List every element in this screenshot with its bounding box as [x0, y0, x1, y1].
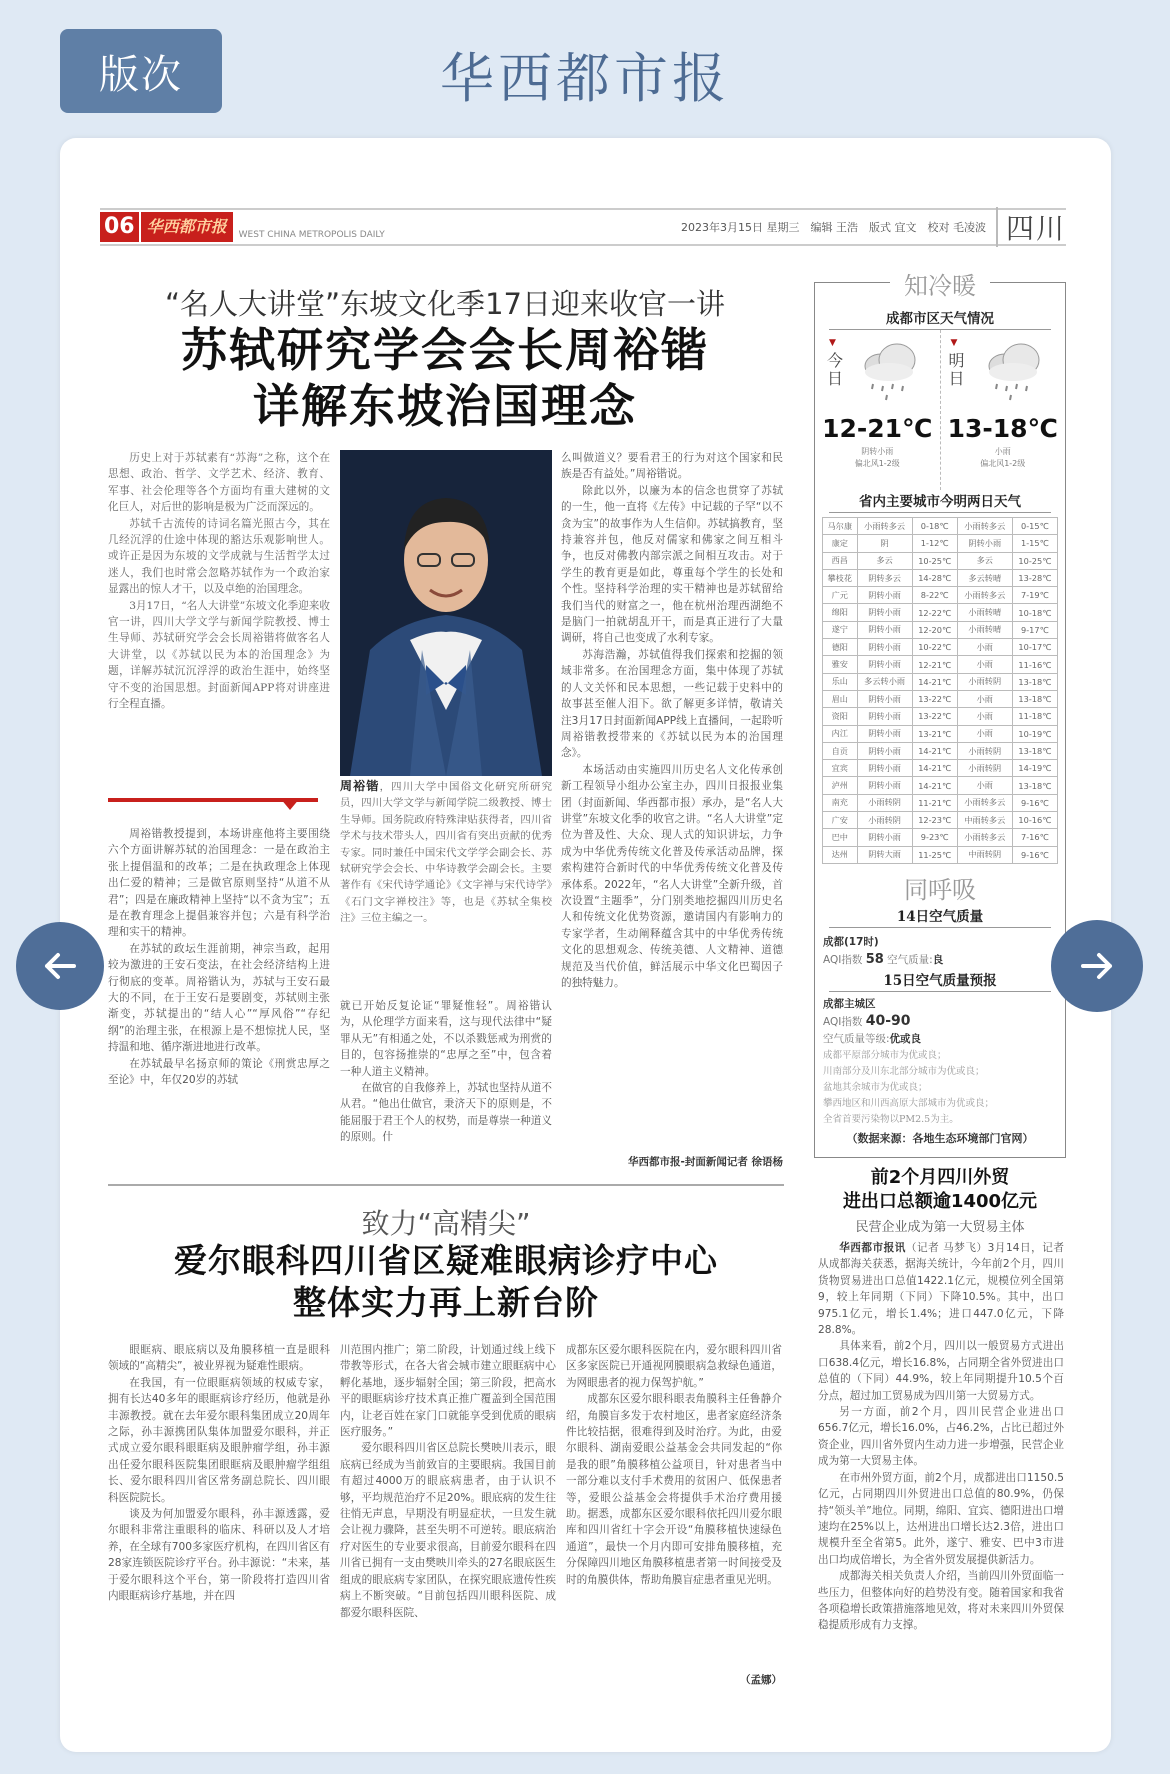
- tomorrow-desc: 小雨: [994, 447, 1011, 456]
- city-weather-cell: 9-16℃: [1012, 794, 1057, 811]
- city-weather-cell: 泸州: [823, 777, 858, 794]
- paragraph: 历史上对于苏轼素有“苏海”之称，这个在思想、政治、哲学、文学艺术、经济、教育、军事、社会伦理等各个方面均有重大建树的文化巨人，对后世的影响是极为广泛而深远的。: [108, 452, 330, 514]
- city-weather-cell: 11-21℃: [912, 794, 957, 811]
- photo-caption: [340, 778, 552, 988]
- city-weather-row: [823, 604, 1058, 621]
- city-weather-cell: 小雨: [957, 656, 1012, 673]
- city-weather-cell: 马尔康: [823, 518, 858, 535]
- quality-value: 良: [932, 953, 944, 966]
- paragraph: 在市州外贸方面，前2个月，成都进出口1150.5亿元，占同期四川外贸进出口总值的80.9%，仍保持“领头羊”地位。同期，绵阳、宜宾、德阳进出口增速均在25%以上，达州进出口增长达2.3倍，进出口规模升至全省第5。此外，遂宁、雅安、巴中3市进出口均成倍增长，为全省外贸发展提供新活力。: [818, 1471, 1064, 1566]
- article-kicker: “名人大讲堂”东坡文化季17日迎来收官一讲: [165, 287, 725, 321]
- city-weather-row: [823, 656, 1058, 673]
- paragraph: 另一方面，前2个月，四川民营企业进出口656.7亿元，增长16.0%，占46.2%，占比已超过外资企业，四川省外贸内生动力进一步增强，民营企业成为第一大贸易主体。: [818, 1406, 1064, 1468]
- city-weather-row: [823, 829, 1058, 846]
- city-weather-cell: 9-23℃: [912, 829, 957, 846]
- city-weather-cell: 小雨转阴: [857, 794, 912, 811]
- paragraph: 爱尔眼科四川省区总院长樊映川表示，眼底病已经成为当前致盲的主要眼病。我国目前有超过4000万的眼底病患者，由于认识不够，平均规范治疗不足20%。眼底病的发生往往悄无声息，早期没有明显症状，一旦发生就会让视力骤降，甚至失明不可逆转。眼底病治疗对医生的专业要求很高，目前爱尔眼科在四川省已拥有一支由樊映川牵头的27名眼底医生组成的眼底病专家团队，在探究眼底遗传性疾病上不断突破。“目前包括四川眼科医院、成都爱尔眼科医院、: [340, 1442, 556, 1619]
- city-weather-title: 成都市区天气情况: [829, 307, 1051, 330]
- city-weather-cell: 西昌: [823, 552, 858, 569]
- air-today-title: 14日空气质量: [829, 905, 1051, 928]
- city-weather-cell: 中雨转多云: [957, 812, 1012, 829]
- city-weather-cell: 雅安: [823, 656, 858, 673]
- weather-air-sidebar: [814, 272, 1066, 1158]
- page-title: 华西都市报: [440, 47, 730, 110]
- city-weather-cell: 中雨转阴: [957, 846, 1012, 863]
- today-desc: 阴转小雨: [861, 447, 894, 456]
- city-weather-cell: 1-12℃: [912, 535, 957, 552]
- city-weather-cell: 阴转小雨: [857, 708, 912, 725]
- city-weather-cell: 13-18℃: [1012, 690, 1057, 707]
- city-weather-cell: 13-28℃: [1012, 569, 1057, 586]
- city-weather-row: [823, 673, 1058, 690]
- city-weather-cell: 10-16℃: [1012, 812, 1057, 829]
- city-weather-cell: 小雨转阴: [857, 812, 912, 829]
- city-weather-cell: 阴转小雨: [857, 829, 912, 846]
- city-weather-cell: 阴转小雨: [957, 535, 1012, 552]
- city-weather-cell: 绵阳: [823, 604, 858, 621]
- air-city: 成都(17时): [823, 935, 879, 948]
- paragraph: 川范围内推广；第二阶段，计划通过线上线下带教等形式，在各大省会城市建立眼眶病中心孵化基地，逐步辐射全国；第三阶段，把高水平的眼眶病诊疗技术真正推广覆盖到全国范围内，让老百姓在家门口就能享受到优质的眼病医疗服务。”: [340, 1344, 556, 1439]
- city-weather-cell: 广安: [823, 812, 858, 829]
- city-weather-cell: 多云: [857, 552, 912, 569]
- article-column-3: [561, 450, 783, 1140]
- paragraph: 就已开始反复论证“罪疑惟轻”。周裕锴认为，从伦理学方面来看，这与现代法律中“疑罪从无”有相通之处，不以杀戮惩戒为刑赏的目的，包容扬推崇的“忠厚之至”中，包含着一种人道主义精神。: [340, 1000, 552, 1078]
- city-weather-row: [823, 725, 1058, 742]
- paragraph: 眼眶病、眼底病以及角膜移植一直是眼科领域的“高精尖”，被业界视为疑难性眼病。: [108, 1344, 330, 1373]
- air-data-source: （数据来源：各地生态环境部门官网）: [846, 1131, 1034, 1145]
- city-weather-cell: 广元: [823, 587, 858, 604]
- city-weather-cell: 13-18℃: [1012, 673, 1057, 690]
- trade-subhead: 民营企业成为第一大贸易主体: [855, 1220, 1025, 1235]
- city-weather-cell: 资阳: [823, 708, 858, 725]
- city-weather-cell: 小雨转阴: [957, 760, 1012, 777]
- city-weather-cell: 10-19℃: [1012, 725, 1057, 742]
- aqi-label: AQI指数: [823, 953, 863, 966]
- city-weather-cell: 小雨: [957, 690, 1012, 707]
- weather-section-title: 知冷暖: [890, 266, 990, 301]
- forecast-city: 成都主城区: [823, 997, 876, 1010]
- city-weather-cell: 14-21℃: [912, 760, 957, 777]
- city-weather-cell: 多云转晴: [957, 569, 1012, 586]
- next-page-button[interactable]: [1051, 920, 1143, 1012]
- edition-button[interactable]: 版次: [60, 29, 222, 113]
- headline-line-2: 详解东坡治国理念: [253, 379, 637, 433]
- page-number: 06: [100, 212, 139, 242]
- city-weather-cell: 0-15℃: [1012, 518, 1057, 535]
- eye-article-kicker: 致力“高精尖”: [361, 1207, 531, 1240]
- city-weather-row: [823, 690, 1058, 707]
- city-weather-cell: 7-19℃: [1012, 587, 1057, 604]
- city-weather-cell: 眉山: [823, 690, 858, 707]
- forecast-panels: [815, 330, 1065, 490]
- city-weather-cell: 小雨转晴: [957, 604, 1012, 621]
- note: 全省首要污染物以PM2.5为主。: [823, 1113, 959, 1125]
- city-weather-cell: 阴转小雨: [857, 639, 912, 656]
- note: 盆地其余城市为优或良；: [823, 1081, 928, 1093]
- eye-byline: （孟娜）: [740, 1674, 782, 1686]
- city-weather-cell: 9-17℃: [1012, 621, 1057, 638]
- city-weather-cell: 乐山: [823, 673, 858, 690]
- city-weather-row: [823, 794, 1058, 811]
- newspaper-header: [100, 208, 1066, 246]
- arrow-left-icon: [40, 946, 80, 986]
- city-weather-cell: 巴中: [823, 829, 858, 846]
- paragraph: 成都海关相关负责人介绍，当前四川外贸面临一些压力，但整体向好的趋势没有变。随着国家和我省各项稳增长政策措施落地见效，将对未来四川外贸保稳提质形成有力支撑。: [818, 1570, 1064, 1632]
- city-weather-cell: 康定: [823, 535, 858, 552]
- city-weather-cell: 阴转小雨: [857, 690, 912, 707]
- city-weather-row: [823, 742, 1058, 759]
- city-weather-cell: 1-15℃: [1012, 535, 1057, 552]
- paragraph: 苏轼千古流传的诗词名篇光照古今，其在几经沉浮的仕途中体现的豁达乐观影响世人。或许正是因为东坡的文学成就与生活哲学太过迷人，我们也时常会忽略苏轼作为一个政治家显露出的惊人才干，以及卓绝的治国理念。: [108, 517, 330, 596]
- city-weather-cell: 11-25℃: [912, 846, 957, 863]
- city-weather-cell: 13-18℃: [1012, 777, 1057, 794]
- city-weather-cell: 小雨转多云: [857, 518, 912, 535]
- city-weather-cell: 13-18℃: [1012, 742, 1057, 759]
- city-weather-cell: 小雨转多云: [957, 829, 1012, 846]
- city-weather-cell: 8-22℃: [912, 587, 957, 604]
- portrait-illustration: [340, 450, 552, 776]
- city-weather-cell: 小雨转阴: [957, 673, 1012, 690]
- paragraph: 除此以外，以廉为本的信念也贯穿了苏轼的一生，他一直将《左传》中记载的子罕“以不贪为宝”的故事作为人生信仰。苏轼搞教育，坚持兼容并包，他反对儒家和佛家之间互相斗争，也反对佛教内部宗派之间相互攻击。对于学生的教育更是如此，尊重每个学生的长处和个性。坚持科学治理的实干精神也是苏轼留给我们当代的财富之一，他在杭州治理西湖绝不是脑门一拍就胡乱开干，而是真正进行了大量调研，将自己也变成了水利专家。: [561, 484, 783, 645]
- arrow-right-icon: [1077, 946, 1117, 986]
- paragraph: 具体来看，前2个月，四川以一般贸易方式进出口638.4亿元，增长16.8%，占同期全省外贸进出口总值的（下同）44.9%，较上年同期提升10.5个百分点，超过加工贸易成为四川第一大贸易方式。: [818, 1340, 1064, 1402]
- city-weather-cell: 自贡: [823, 742, 858, 759]
- city-weather-cell: 12-22℃: [912, 604, 957, 621]
- city-weather-row: [823, 587, 1058, 604]
- city-weather-cell: 阴: [857, 535, 912, 552]
- divider-notch: [280, 798, 300, 810]
- paragraph: 成都东区爱尔眼科医院在内，爱尔眼科四川省区多家医院已开通视网膜眼病急救绿色通道，为网眼患者的视力保驾护航。”: [566, 1344, 782, 1389]
- eye-column-3: [566, 1342, 782, 1672]
- city-weather-cell: 小雨: [957, 725, 1012, 742]
- forecast-level-value: 优或良: [889, 1032, 922, 1045]
- city-weather-cell: 阴转小雨: [857, 777, 912, 794]
- city-weather-cell: 10-25℃: [912, 552, 957, 569]
- city-weather-cell: 10-22℃: [912, 639, 957, 656]
- city-weather-cell: 12-23℃: [912, 812, 957, 829]
- section-name: 四川: [996, 207, 1066, 247]
- article-byline: 华西都市报-封面新闻记者 徐语杨: [627, 1156, 783, 1168]
- masthead-logo: 华西都市报: [141, 212, 233, 242]
- paragraph: 在我国，有一位眼眶病领域的权威专家，拥有长达40多年的眼眶病诊疗经历，他就是孙丰源教授。就在去年爱尔眼科集团成立20周年之际，孙丰源携团队集体加盟爱尔眼科，并正式成立爱尔眼科眼眶病及眼肿瘤学组，孙丰源出任爱尔眼科医院集团眼眶病及眼肿瘤学组组长、爱尔眼科四川省区常务副总院长、四川眼科医院院长。: [108, 1376, 330, 1504]
- city-weather-row: [823, 621, 1058, 638]
- city-weather-cell: 阴转大雨: [857, 846, 912, 863]
- city-weather-cell: 10-25℃: [1012, 552, 1057, 569]
- city-weather-cell: 小雨转多云: [957, 518, 1012, 535]
- article-intro: [108, 450, 330, 790]
- city-weather-cell: 小雨: [957, 708, 1012, 725]
- note: 攀西地区和川西高原大部城市为优或良；: [823, 1097, 995, 1109]
- city-weather-row: [823, 708, 1058, 725]
- city-weather-cell: 遂宁: [823, 621, 858, 638]
- city-weather-cell: 10-17℃: [1012, 639, 1057, 656]
- city-weather-row: [823, 569, 1058, 586]
- forecast-aqi-label: AQI指数: [823, 1015, 863, 1028]
- city-weather-cell: 南充: [823, 794, 858, 811]
- city-weather-cell: 14-19℃: [1012, 760, 1057, 777]
- caption-text: ，四川大学中国俗文化研究所研究员，四川大学文学与新闻学院二级教授、博士生导师。国务院政府特殊津贴获得者，四川省学术与技术带头人，四川省有突出贡献的优秀专家。同时兼任中国宋代文学学会副会长、苏轼研究学会会长、中华诗教学会副会长。主要著作有《宋代诗学通论》《文字禅与宋代诗学》《石门文字禅校注》等，也是《苏轼全集校注》三位主编之一。: [340, 781, 552, 925]
- prev-page-button[interactable]: [16, 922, 104, 1010]
- headline-line-1: 苏轼研究学会会长周裕锴: [181, 323, 709, 377]
- city-weather-cell: 宜宾: [823, 760, 858, 777]
- eye-column-2: [340, 1342, 556, 1692]
- trade-body: [818, 1240, 1064, 1690]
- paragraph: 在苏轼最早名扬京师的策论《刑赏忠厚之至论》中，年仅20岁的苏轼: [108, 1057, 330, 1087]
- tomorrow-temp: 13-18℃: [947, 414, 1058, 443]
- caption-name: 周裕锴: [340, 779, 380, 793]
- city-weather-cell: 小雨转阴: [957, 742, 1012, 759]
- tomorrow-panel: [941, 330, 1066, 490]
- note: 川南部分及川东北部分城市为优或良；: [823, 1065, 985, 1077]
- city-weather-cell: 多云: [957, 552, 1012, 569]
- city-table-title: 省内主要城市今明两日天气: [829, 490, 1051, 513]
- paragraph: 在做官的自我修养上，苏轼也坚持从道不从君。“他出仕做官，秉济天下的原则是，不能屈服于君王个人的权势，而是尊崇一种道义的原则。什: [340, 1082, 552, 1144]
- city-weather-row: [823, 535, 1058, 552]
- article-headline: [108, 322, 782, 434]
- city-weather-cell: 0-18℃: [912, 518, 957, 535]
- forecast-level-label: 空气质量等级:: [823, 1032, 890, 1045]
- masthead-english: WEST CHINA METROPOLIS DAILY: [238, 230, 385, 240]
- city-weather-cell: 13-21℃: [912, 725, 957, 742]
- city-weather-cell: 14-21℃: [912, 777, 957, 794]
- air-section-title: 同呼吸: [904, 875, 976, 904]
- portrait-photo: [340, 450, 552, 776]
- city-weather-cell: 12-21℃: [912, 656, 957, 673]
- city-weather-cell: 阴转小雨: [857, 725, 912, 742]
- city-weather-cell: 阴转小雨: [857, 742, 912, 759]
- city-weather-cell: 小雨转晴: [957, 621, 1012, 638]
- headline-line-2: 进出口总额逾1400亿元: [842, 1191, 1038, 1212]
- headline-line-2: 整体实力再上新台阶: [293, 1283, 599, 1322]
- city-weather-cell: 7-16℃: [1012, 829, 1057, 846]
- paragraph: 在苏轼的政坛生涯前期，神宗当政，起用较为激进的王安石变法，在社会经济结构上进行彻底的变革。周裕锴认为，苏轼与王安石最大的不同，在于王安石是要剧变，苏轼则主张渐变，苏轼提出的“结人心”“厚风俗”“存纪纲”的治理主张，在根源上是不想惊扰人民，坚持温和地、循序渐进地进行改革。: [108, 942, 330, 1054]
- city-weather-cell: 9-16℃: [1012, 846, 1057, 863]
- forecast-aqi-value: 40-90: [865, 1012, 911, 1029]
- dateline: 华西都市报讯: [839, 1242, 906, 1254]
- city-weather-row: [823, 846, 1058, 863]
- today-temp: 12-21℃: [822, 414, 933, 443]
- tomorrow-wind: 偏北风1-2级: [980, 459, 1026, 468]
- rain-cloud-icon: [859, 338, 923, 404]
- paragraph: 么叫做道义？要看君王的行为对这个国家和民族是否有益处。”周裕锴说。: [561, 452, 783, 481]
- city-weather-row: [823, 812, 1058, 829]
- today-panel: [815, 330, 941, 490]
- city-weather-cell: 12-20℃: [912, 621, 957, 638]
- city-weather-table: [822, 517, 1058, 864]
- issue-meta: 2023年3月15日 星期三 编辑 王浩 版式 宜文 校对 毛凌波: [681, 221, 986, 234]
- paragraph: 本场活动由实施四川历史名人文化传承创新工程领导小组办公室主办，四川日报报业集团（封面新闻、华西都市报）承办，是“名人大讲堂”东坡文化季的收官之讲。“名人大讲堂”定位为普及性、大众、现人式的知识讲坛，力争成为中华优秀传统文化普及传承活动品牌，探索构建符合新时代的中华优秀传统文化普及传承体系。2022年，“名人大讲堂”全新升级，首次设置“主题季”，分门别类地挖掘四川历史名人和传统文化优势资源，邀请国内有影响力的专家学者，生动阐释蕴含其中的中华优秀传统文化的思想观念、传统美德、人文精神、道德规范及当代价值，鲜活展示中华文化巴蜀因子的独特魅力。: [561, 763, 783, 989]
- city-weather-row: [823, 639, 1058, 656]
- city-weather-cell: 小雨转多云: [957, 587, 1012, 604]
- city-weather-cell: 达州: [823, 846, 858, 863]
- eye-article-headline: [108, 1240, 784, 1324]
- city-weather-cell: 德阳: [823, 639, 858, 656]
- headline-line-1: 前2个月四川外贸: [870, 1167, 1010, 1188]
- city-weather-cell: 13-22℃: [912, 708, 957, 725]
- city-weather-row: [823, 518, 1058, 535]
- headline-line-1: 爱尔眼科四川省区疑难眼病诊疗中心: [174, 1241, 718, 1280]
- city-weather-cell: 14-28℃: [912, 569, 957, 586]
- marker-icon: ▼: [829, 338, 836, 348]
- note: 成都平原部分城市为优或良；: [823, 1049, 947, 1061]
- city-weather-cell: 14-21℃: [912, 673, 957, 690]
- marker-icon: ▼: [950, 338, 958, 348]
- rain-cloud-icon: [983, 338, 1047, 404]
- air-forecast-title: 15日空气质量预报: [829, 969, 1051, 992]
- tomorrow-label: 明日: [948, 351, 965, 388]
- aqi-value: 58: [865, 951, 884, 967]
- quality-label: 空气质量:: [887, 953, 933, 966]
- trade-headline: [814, 1166, 1066, 1214]
- city-weather-cell: 13-22℃: [912, 690, 957, 707]
- paragraph: 苏海浩瀚，苏轼值得我们探索和挖掘的领域非常多。在治国理念方面，集中体现了苏轼的人文关怀和民本思想，一些记载于史料中的故事甚至催人泪下。欲了解更多详情，敬请关注3月17日封面新闻APP线上直播间，一起聆听周裕锴教授带来的《苏轼以民为本的治国理念》。: [561, 648, 783, 760]
- today-wind: 偏北风1-2级: [854, 459, 900, 468]
- paragraph: 3月17日，“名人大讲堂”东坡文化季迎来收官一讲，四川大学文学与新闻学院教授、博士生导师、苏轼研究学会会长周裕锴将做客名人大讲堂，以《苏轼以民为本的治国理念》为题，详解苏轼沉沉浮浮的政治生涯中，始终坚守不变的治国思想。封面新闻APP将对讲座进行全程直播。: [108, 599, 330, 711]
- city-weather-row: [823, 552, 1058, 569]
- city-weather-cell: 小雨: [957, 639, 1012, 656]
- city-weather-cell: 阴转小雨: [857, 656, 912, 673]
- city-weather-cell: 阴转小雨: [857, 760, 912, 777]
- city-weather-row: [823, 777, 1058, 794]
- air-notes: [815, 1048, 1065, 1128]
- today-label: 今日: [827, 351, 844, 388]
- eye-column-1: [108, 1342, 330, 1692]
- city-weather-cell: 小雨转多云: [957, 794, 1012, 811]
- city-weather-cell: 内江: [823, 725, 858, 742]
- city-weather-cell: 阴转小雨: [857, 621, 912, 638]
- city-weather-cell: 14-21℃: [912, 742, 957, 759]
- city-weather-row: [823, 760, 1058, 777]
- section-divider: [108, 1184, 784, 1186]
- city-weather-cell: 攀枝花: [823, 569, 858, 586]
- city-weather-cell: 小雨: [957, 777, 1012, 794]
- paragraph: 周裕锴教授提到，本场讲座他将主要围绕六个方面讲解苏轼的治国理念：一是在政治主张上提倡温和的改革；二是在执政理念上体现出仁爱的精神；三是做官原则坚持“从道不从君”；四是在廉政精神上坚持“以不贪为宝”；五是在教育理念上提倡兼容并包；六是有科学治理和实干的精神。: [108, 828, 330, 939]
- paragraph: 谈及为何加盟爱尔眼科，孙丰源透露，爱尔眼科非常注重眼科的临床、科研以及人才培养，在全球有700多家医疗机构，在四川省区有28家连锁医院诊疗平台。孙丰源说：“未来，基于爱尔眼科这个平台，第一阶段将打造四川省内眼眶病诊疗基地，并在四: [108, 1508, 330, 1603]
- city-weather-cell: 10-18℃: [1012, 604, 1057, 621]
- city-weather-cell: 阴转小雨: [857, 587, 912, 604]
- city-weather-cell: 阴转小雨: [857, 604, 912, 621]
- article-column-1: [108, 826, 330, 1176]
- paragraph: 成都东区爱尔眼科眼表角膜科主任鲁静介绍，角膜盲多发于农村地区，患者家庭经济条件比较拮据，很难得到及时治疗。为此，由爱尔眼科、湖南爱眼公益基金会共同发起的“你是我的眼”角膜移植公益项目，针对患者当中一部分难以支付手术费用的贫困户、低保患者等，爱眼公益基金会将提供手术治疗费用援助。据悉，成都东区爱尔眼科依托四川爱尔眼库和四川省红十字会开设“角膜移植快速绿色通道”，最快一个月内即可安排角膜移植，充分保障四川地区角膜移植患者第一时间接受及时的角膜供体，帮助角膜盲症患者重见光明。: [566, 1393, 782, 1586]
- paragraph: （记者 马梦飞）3月14日，记者从成都海关获悉，据海关统计，今年前2个月，四川货物贸易进出口总值1422.1亿元，规模位列全国第9，较上年同期（下同）下降10.5%。其中，出口975.1亿元，增长1.4%；进口447.0亿元，下降28.8%。: [818, 1242, 1064, 1337]
- article-column-2: [340, 998, 552, 1176]
- city-weather-cell: 阴转多云: [857, 569, 912, 586]
- city-weather-cell: 多云转小雨: [857, 673, 912, 690]
- city-weather-cell: 11-18℃: [1012, 708, 1057, 725]
- city-weather-cell: 11-16℃: [1012, 656, 1057, 673]
